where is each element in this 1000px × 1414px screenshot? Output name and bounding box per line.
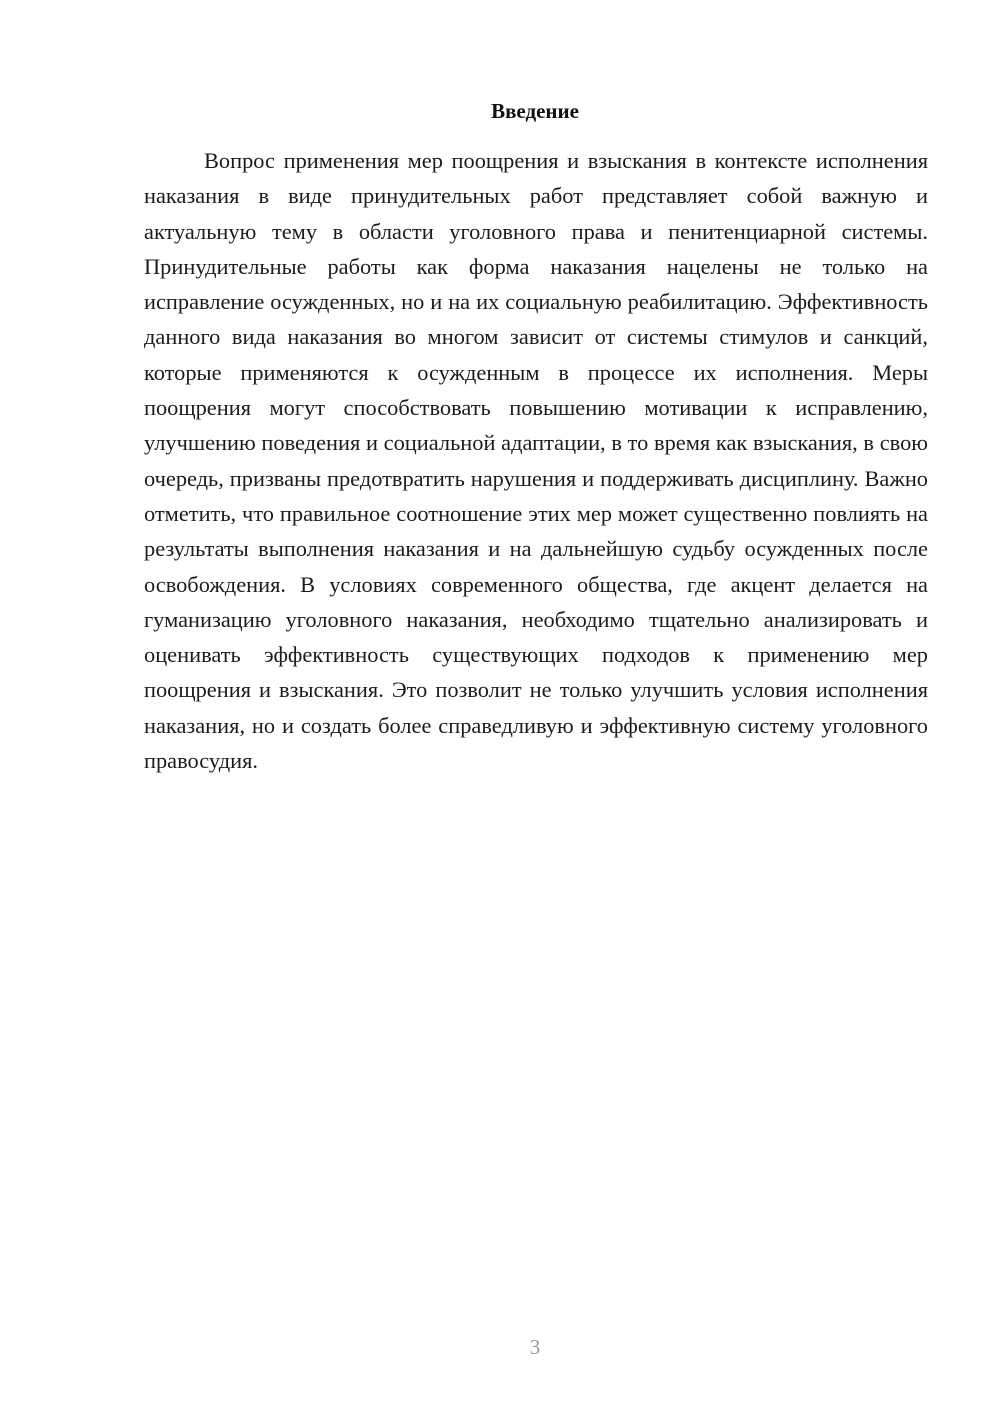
- body-paragraph: Вопрос применения мер поощрения и взыскания в контексте исполнения наказания в виде принудительных работ представляет собой важную и актуальную тему в области уголовного права и пенитенциарной системы. Принудительные работы как форма наказания нацелены не только на исправление осужденных, но и на их социальную реабилитацию. Эффективность данного вида наказания во многом зависит от системы стимулов и санкций, которые применяются к осужденным в процессе их исполнения. Меры поощрения могут способствовать повышению мотивации к исправлению, улучшению поведения и социальной адаптации, в то время как взыскания, в свою очередь, призваны предотвратить нарушения и поддерживать дисциплину. Важно отметить, что правильное соотношение этих мер может существенно повлиять на результаты выполнения наказания и на дальнейшую судьбу осужденных после освобождения. В условиях современного общества, где акцент делается на гуманизацию уголовного наказания, необходимо тщательно анализировать и оценивать эффективность существующих подходов к применению мер поощрения и взыскания. Это позволит не только улучшить условия исполнения наказания, но и создать более справедливую и эффективную систему уголовного правосудия.: [144, 148, 928, 774]
- section-heading: Введение: [491, 99, 579, 123]
- page-number: 3: [529, 1335, 541, 1359]
